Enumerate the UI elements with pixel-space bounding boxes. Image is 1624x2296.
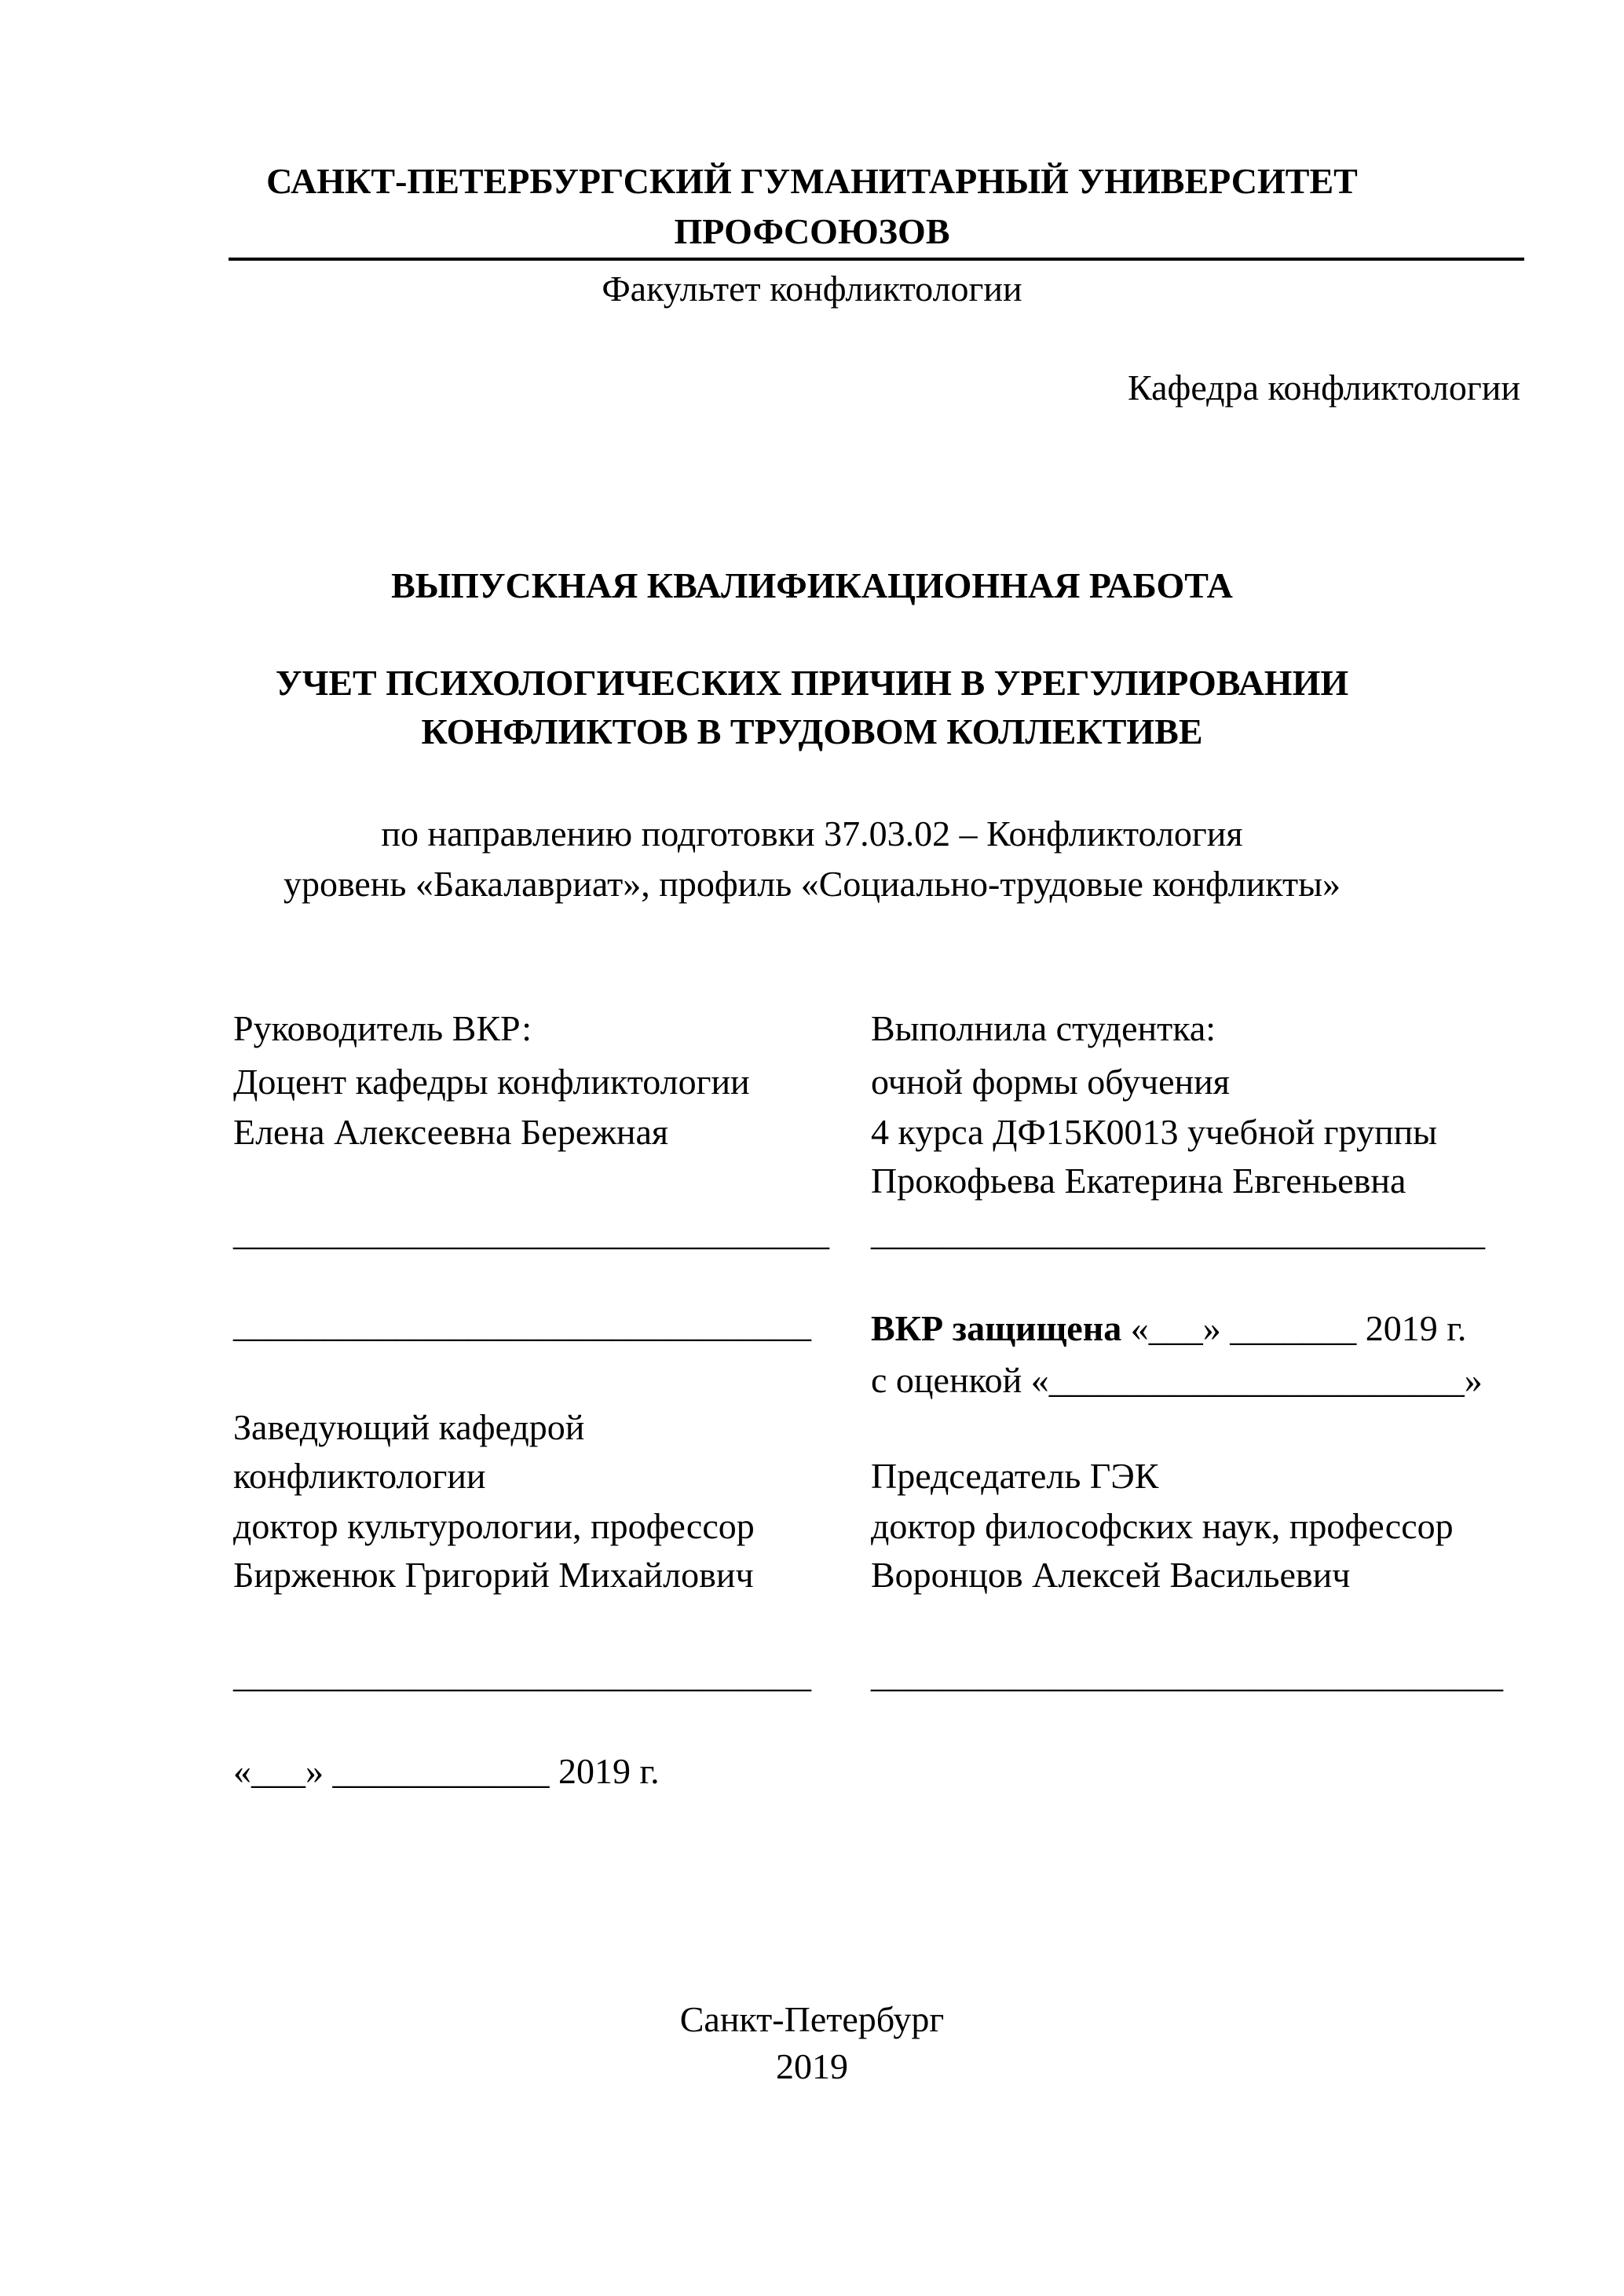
student-label: Выполнила студентка:: [871, 1008, 1216, 1048]
faculty: Факультет конфликтологии: [602, 269, 1022, 309]
student-form: очной формы обучения: [871, 1062, 1230, 1102]
topic-line1: УЧЕТ ПСИХОЛОГИЧЕСКИХ ПРИЧИН В УРЕГУЛИРОВАНИИ: [275, 663, 1349, 703]
department: Кафедра конфликтологии: [1128, 367, 1520, 408]
university-name-line2: ПРОФСОЮЗОВ: [674, 211, 950, 251]
student-name: Прокофьева Екатерина Евгеньевна: [871, 1161, 1406, 1201]
student-signature-line: __________________________________: [871, 1212, 1485, 1252]
footer-year: 2019: [776, 2046, 848, 2086]
supervisor-label: Руководитель ВКР:: [233, 1008, 532, 1048]
head-name: Бирженюк Григорий Михайлович: [233, 1555, 754, 1595]
chair-signature-line: ___________________________________: [871, 1654, 1503, 1695]
head-signature-line: ________________________________: [233, 1654, 811, 1695]
footer-city: Санкт-Петербург: [679, 1999, 945, 2039]
head-date: «___» ____________ 2019 г.: [233, 1751, 660, 1791]
university-name-line1: САНКТ-ПЕТЕРБУРГСКИЙ ГУМАНИТАРНЫЙ УНИВЕРСИТЕТ: [266, 161, 1358, 201]
work-type: ВЫПУСКНАЯ КВАЛИФИКАЦИОННАЯ РАБОТА: [391, 565, 1233, 605]
direction-line1: по направлению подготовки 37.03.02 – Конфликтология: [381, 813, 1243, 854]
defense-date: «___» _______ 2019 г.: [1121, 1308, 1467, 1348]
header-divider: [229, 258, 1524, 261]
defense-label: ВКР защищена: [871, 1308, 1122, 1348]
head-label1: Заведующий кафедрой: [233, 1407, 585, 1447]
supervisor-signature-line-2: ________________________________: [233, 1304, 811, 1344]
defense-grade: с оценкой «_______________________»: [871, 1360, 1483, 1400]
supervisor-name: Елена Алексеевна Бережная: [233, 1112, 669, 1152]
supervisor-signature-line: _________________________________: [233, 1212, 829, 1252]
student-group: 4 курса ДФ15К0013 учебной группы: [871, 1112, 1438, 1152]
supervisor-position: Доцент кафедры конфликтологии: [233, 1062, 750, 1102]
chair-label: Председатель ГЭК: [871, 1456, 1159, 1496]
direction-line2: уровень «Бакалавриат», профиль «Социально-трудовые конфликты»: [283, 864, 1341, 904]
chair-degree: доктор философских наук, профессор: [871, 1506, 1454, 1546]
defense-line: [871, 1305, 1466, 1352]
head-label2: конфликтологии: [233, 1456, 486, 1496]
head-degree: доктор культурологии, профессор: [233, 1506, 755, 1546]
chair-name: Воронцов Алексей Васильевич: [871, 1555, 1351, 1595]
topic-line2: КОНФЛИКТОВ В ТРУДОВОМ КОЛЛЕКТИВЕ: [421, 711, 1203, 751]
